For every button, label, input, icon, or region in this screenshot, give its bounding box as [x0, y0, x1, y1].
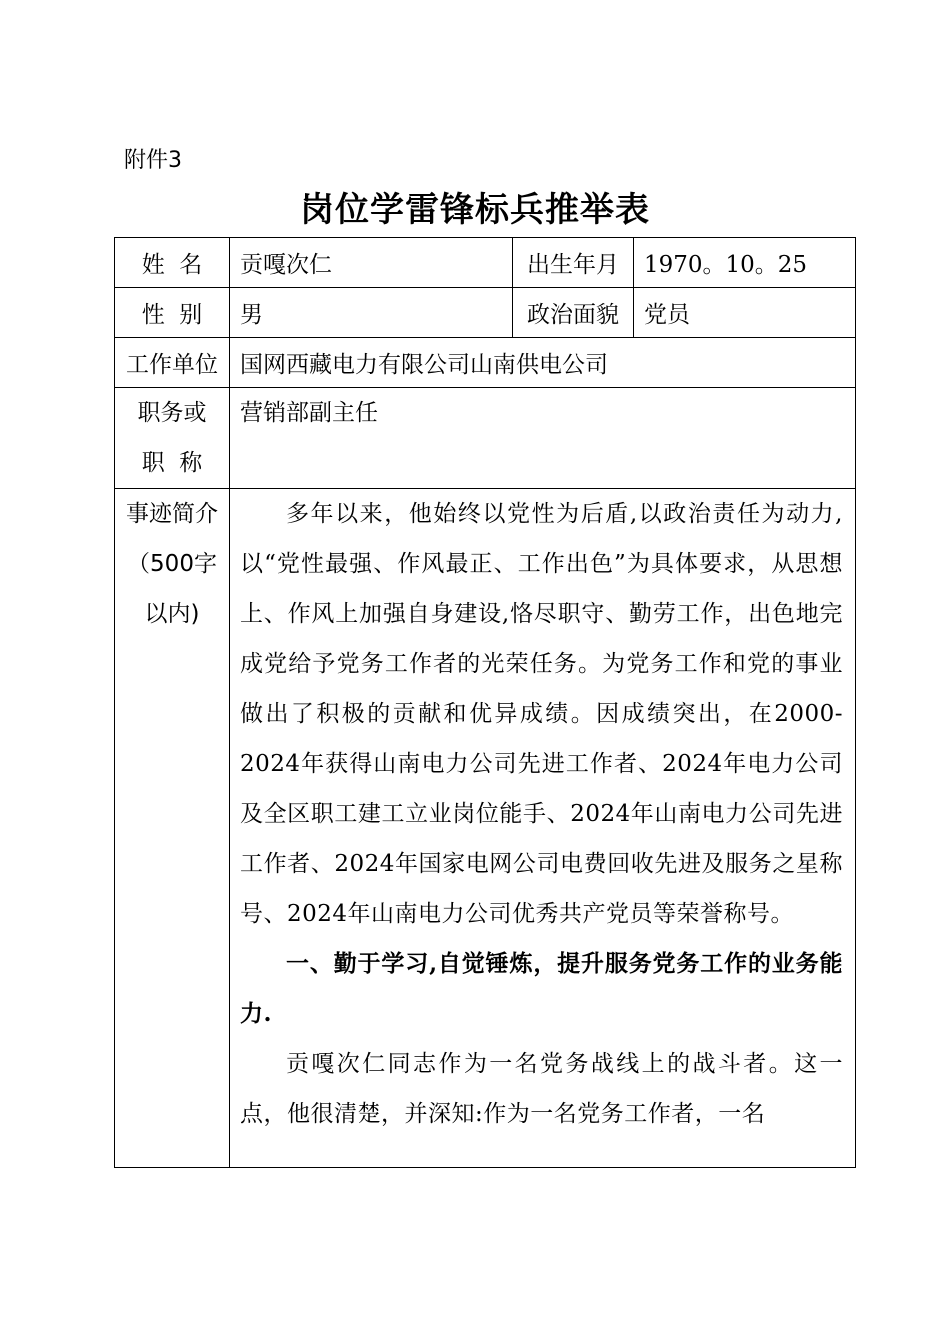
- row-position: [115, 388, 856, 489]
- story-label: [115, 489, 230, 1168]
- birth-value: 1970。10。25: [634, 238, 856, 288]
- story-label-line2: （500字: [127, 551, 217, 577]
- position-value: 营销部副主任: [230, 388, 856, 489]
- position-label: [115, 388, 230, 489]
- story-content: [230, 489, 856, 1168]
- story-label-line1: 事迹简介: [126, 501, 218, 527]
- unit-value: 国网西藏电力有限公司山南供电公司: [230, 338, 856, 388]
- page-title: 岗位学雷锋标兵推举表: [300, 190, 650, 230]
- story-paragraph-1: 多年以来，他始终以党性为后盾,以政治责任为动力,以“党性最强、作风最正、工作出色”为具体要求，从思想上、作风上加强自身建设,恪尽职守、勤劳工作，出色地完成党给予党务工作者的光荣任务。为党务工作和党的事业做出了积极的贡献和优异成绩。因成绩突出，在2000-2024年获得山南电力公司先进工作者、2024年电力公司及全区职工建工立业岗位能手、2024年山南电力公司先进工作者、2024年国家电网公司电费回收先进及服务之星称号、2024年山南电力公司优秀共产党员等荣誉称号。: [240, 501, 843, 927]
- story-heading-1: 一、勤于学习,自觉锤炼，提升服务党务工作的业务能力.: [240, 950, 843, 1027]
- unit-label: 工作单位: [115, 338, 230, 388]
- recommendation-form-table: [114, 237, 856, 1168]
- birth-label: 出生年月: [513, 238, 634, 288]
- row-unit: [115, 338, 856, 388]
- row-gender-politics: [115, 288, 856, 338]
- row-story: [115, 489, 856, 1168]
- story-label-line3: 以内): [144, 601, 200, 627]
- name-value: 贡嘎次仁: [230, 238, 513, 288]
- row-name-birth: [115, 238, 856, 288]
- attachment-label: 附件3: [124, 148, 182, 173]
- politics-label: 政治面貌: [513, 288, 634, 338]
- name-label: 姓 名: [115, 238, 230, 288]
- gender-label: 性 别: [115, 288, 230, 338]
- position-label-line1: 职务或: [137, 400, 207, 426]
- politics-value: 党员: [634, 288, 856, 338]
- gender-value: 男: [230, 288, 513, 338]
- story-paragraph-2: 贡嘎次仁同志作为一名党务战线上的战斗者。这一点，他很清楚，并深知:作为一名党务工作者，一名: [240, 1051, 843, 1127]
- position-label-line2: 职 称: [141, 450, 203, 476]
